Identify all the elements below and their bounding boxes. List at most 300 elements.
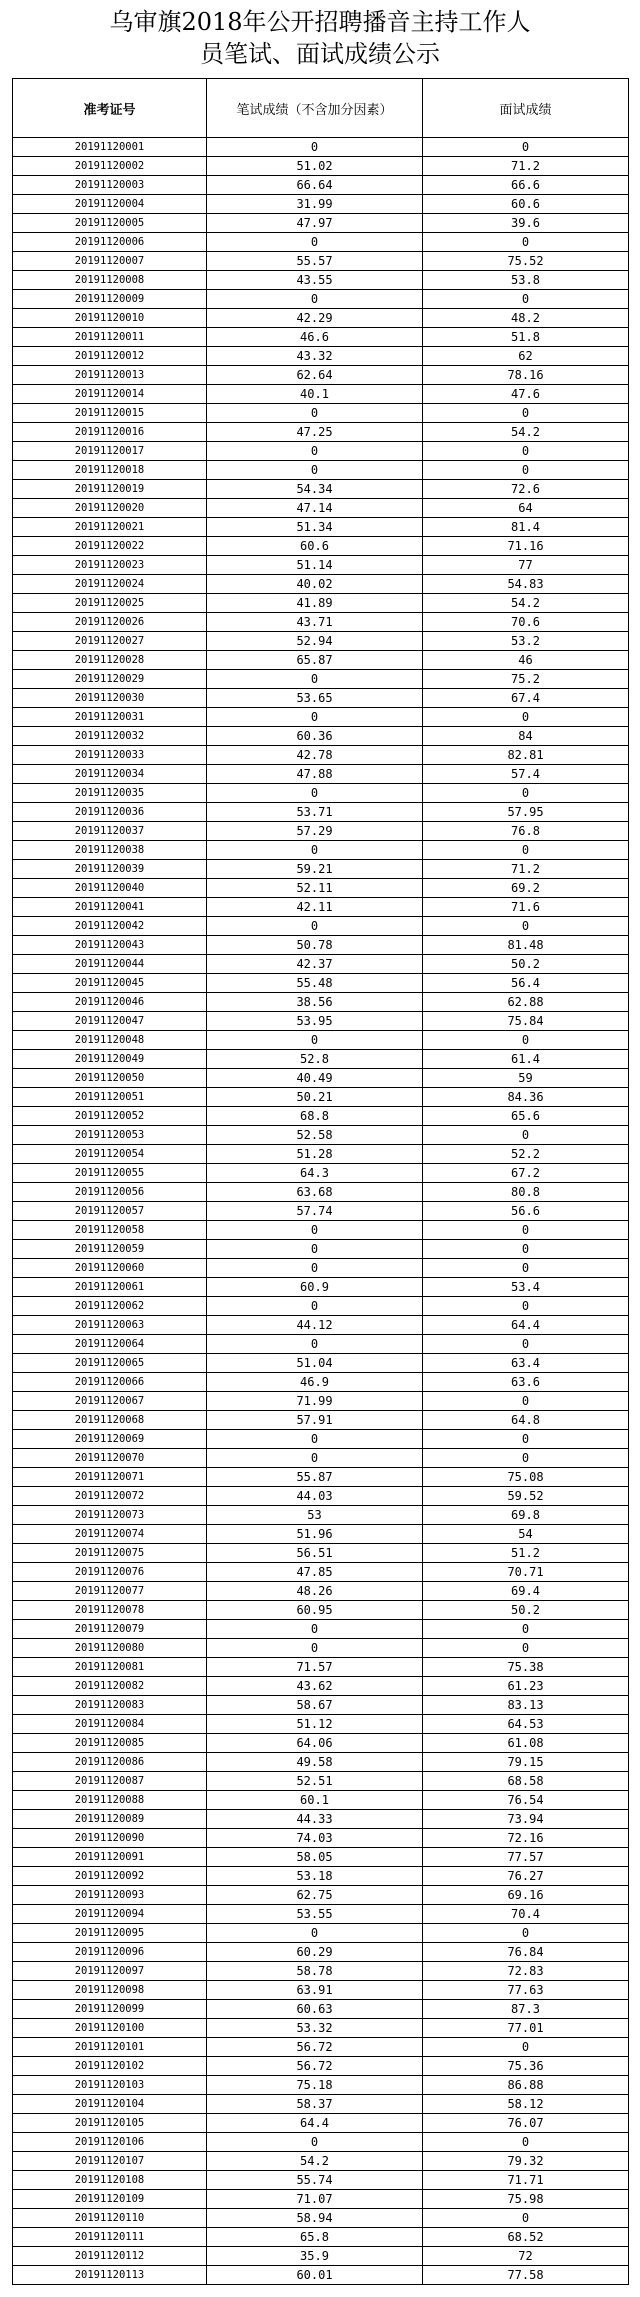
interview-score-cell: 81.48	[423, 936, 629, 955]
written-score-cell: 58.37	[207, 2095, 423, 2114]
written-score-cell: 47.25	[207, 423, 423, 442]
interview-score-cell: 69.8	[423, 1506, 629, 1525]
exam-number-cell: 20191120074	[13, 1525, 207, 1544]
exam-number-cell: 20191120029	[13, 670, 207, 689]
interview-score-cell: 0	[423, 2133, 629, 2152]
interview-score-cell: 77	[423, 556, 629, 575]
table-row	[13, 1449, 629, 1468]
table-row	[13, 2190, 629, 2209]
exam-number-cell: 20191120028	[13, 651, 207, 670]
exam-number-cell: 20191120033	[13, 746, 207, 765]
exam-number-cell: 20191120073	[13, 1506, 207, 1525]
interview-score-cell: 63.6	[423, 1373, 629, 1392]
exam-number-cell: 20191120015	[13, 404, 207, 423]
table-row	[13, 1164, 629, 1183]
exam-number-cell: 20191120018	[13, 461, 207, 480]
table-header	[13, 79, 629, 138]
table-row	[13, 1240, 629, 1259]
table-row	[13, 1867, 629, 1886]
written-score-cell: 58.67	[207, 1696, 423, 1715]
interview-score-cell: 76.54	[423, 1791, 629, 1810]
interview-score-cell: 76.84	[423, 1943, 629, 1962]
table-row	[13, 366, 629, 385]
table-row	[13, 537, 629, 556]
interview-score-cell: 75.36	[423, 2057, 629, 2076]
table-row	[13, 271, 629, 290]
written-score-cell: 74.03	[207, 1829, 423, 1848]
written-score-cell: 55.48	[207, 974, 423, 993]
interview-score-cell: 0	[423, 404, 629, 423]
table-row	[13, 1373, 629, 1392]
interview-score-cell: 56.6	[423, 1202, 629, 1221]
interview-score-cell: 48.2	[423, 309, 629, 328]
table-row	[13, 898, 629, 917]
table-row	[13, 1962, 629, 1981]
interview-score-cell: 53.8	[423, 271, 629, 290]
written-score-cell: 53.18	[207, 1867, 423, 1886]
interview-score-cell: 0	[423, 1259, 629, 1278]
interview-score-cell: 67.4	[423, 689, 629, 708]
table-row	[13, 1810, 629, 1829]
interview-score-cell: 67.2	[423, 1164, 629, 1183]
interview-score-cell: 0	[423, 1620, 629, 1639]
table-row	[13, 442, 629, 461]
exam-number-cell: 20191120010	[13, 309, 207, 328]
interview-score-cell: 0	[423, 1335, 629, 1354]
exam-number-cell: 20191120103	[13, 2076, 207, 2095]
table-row	[13, 157, 629, 176]
written-score-cell: 62.75	[207, 1886, 423, 1905]
table-row	[13, 1677, 629, 1696]
interview-score-cell: 0	[423, 708, 629, 727]
table-row	[13, 1886, 629, 1905]
table-row	[13, 841, 629, 860]
interview-score-cell: 76.07	[423, 2114, 629, 2133]
written-score-cell: 56.51	[207, 1544, 423, 1563]
table-row	[13, 1601, 629, 1620]
interview-score-cell: 73.94	[423, 1810, 629, 1829]
exam-number-cell: 20191120034	[13, 765, 207, 784]
interview-score-cell: 63.4	[423, 1354, 629, 1373]
exam-number-cell: 20191120104	[13, 2095, 207, 2114]
exam-number-cell: 20191120044	[13, 955, 207, 974]
exam-number-cell: 20191120012	[13, 347, 207, 366]
exam-number-cell: 20191120094	[13, 1905, 207, 1924]
header-exam-number: 准考证号	[13, 79, 207, 138]
interview-score-cell: 81.4	[423, 518, 629, 537]
table-row	[13, 917, 629, 936]
exam-number-cell: 20191120016	[13, 423, 207, 442]
written-score-cell: 0	[207, 1335, 423, 1354]
exam-number-cell: 20191120002	[13, 157, 207, 176]
exam-number-cell: 20191120017	[13, 442, 207, 461]
exam-number-cell: 20191120024	[13, 575, 207, 594]
written-score-cell: 47.14	[207, 499, 423, 518]
interview-score-cell: 52.2	[423, 1145, 629, 1164]
table-row	[13, 1183, 629, 1202]
table-row	[13, 1107, 629, 1126]
table-row	[13, 1791, 629, 1810]
interview-score-cell: 0	[423, 784, 629, 803]
table-row	[13, 1259, 629, 1278]
exam-number-cell: 20191120047	[13, 1012, 207, 1031]
interview-score-cell: 0	[423, 2209, 629, 2228]
exam-number-cell: 20191120039	[13, 860, 207, 879]
interview-score-cell: 51.8	[423, 328, 629, 347]
written-score-cell: 0	[207, 917, 423, 936]
exam-number-cell: 20191120097	[13, 1962, 207, 1981]
exam-number-cell: 20191120101	[13, 2038, 207, 2057]
written-score-cell: 0	[207, 1259, 423, 1278]
exam-number-cell: 20191120067	[13, 1392, 207, 1411]
header-row	[13, 79, 629, 138]
title-line-2: 员笔试、面试成绩公示	[200, 40, 440, 68]
interview-score-cell: 0	[423, 1639, 629, 1658]
table-row	[13, 347, 629, 366]
interview-score-cell: 54.2	[423, 423, 629, 442]
exam-number-cell: 20191120046	[13, 993, 207, 1012]
table-row	[13, 613, 629, 632]
exam-number-cell: 20191120053	[13, 1126, 207, 1145]
written-score-cell: 60.1	[207, 1791, 423, 1810]
interview-score-cell: 0	[423, 1221, 629, 1240]
exam-number-cell: 20191120085	[13, 1734, 207, 1753]
interview-score-cell: 47.6	[423, 385, 629, 404]
exam-number-cell: 20191120055	[13, 1164, 207, 1183]
table-row	[13, 2247, 629, 2266]
written-score-cell: 51.04	[207, 1354, 423, 1373]
written-score-cell: 53.71	[207, 803, 423, 822]
exam-number-cell: 20191120060	[13, 1259, 207, 1278]
exam-number-cell: 20191120100	[13, 2019, 207, 2038]
exam-number-cell: 20191120076	[13, 1563, 207, 1582]
exam-number-cell: 20191120061	[13, 1278, 207, 1297]
exam-number-cell: 20191120091	[13, 1848, 207, 1867]
written-score-cell: 53.32	[207, 2019, 423, 2038]
exam-number-cell: 20191120026	[13, 613, 207, 632]
written-score-cell: 55.57	[207, 252, 423, 271]
table-row	[13, 1772, 629, 1791]
exam-number-cell: 20191120063	[13, 1316, 207, 1335]
written-score-cell: 40.49	[207, 1069, 423, 1088]
interview-score-cell: 62	[423, 347, 629, 366]
exam-number-cell: 20191120075	[13, 1544, 207, 1563]
table-row	[13, 1050, 629, 1069]
exam-number-cell: 20191120038	[13, 841, 207, 860]
written-score-cell: 54.2	[207, 2152, 423, 2171]
interview-score-cell: 86.88	[423, 2076, 629, 2095]
written-score-cell: 51.34	[207, 518, 423, 537]
interview-score-cell: 51.2	[423, 1544, 629, 1563]
interview-score-cell: 64	[423, 499, 629, 518]
exam-number-cell: 20191120040	[13, 879, 207, 898]
exam-number-cell: 20191120111	[13, 2228, 207, 2247]
exam-number-cell: 20191120108	[13, 2171, 207, 2190]
exam-number-cell: 20191120070	[13, 1449, 207, 1468]
interview-score-cell: 0	[423, 1031, 629, 1050]
exam-number-cell: 20191120092	[13, 1867, 207, 1886]
exam-number-cell: 20191120088	[13, 1791, 207, 1810]
exam-number-cell: 20191120086	[13, 1753, 207, 1772]
written-score-cell: 51.12	[207, 1715, 423, 1734]
table-row	[13, 974, 629, 993]
exam-number-cell: 20191120059	[13, 1240, 207, 1259]
exam-number-cell: 20191120106	[13, 2133, 207, 2152]
written-score-cell: 46.9	[207, 1373, 423, 1392]
written-score-cell: 59.21	[207, 860, 423, 879]
interview-score-cell: 69.2	[423, 879, 629, 898]
written-score-cell: 71.99	[207, 1392, 423, 1411]
exam-number-cell: 20191120093	[13, 1886, 207, 1905]
written-score-cell: 51.14	[207, 556, 423, 575]
written-score-cell: 0	[207, 442, 423, 461]
interview-score-cell: 70.71	[423, 1563, 629, 1582]
written-score-cell: 47.88	[207, 765, 423, 784]
exam-number-cell: 20191120027	[13, 632, 207, 651]
interview-score-cell: 78.16	[423, 366, 629, 385]
table-row	[13, 689, 629, 708]
exam-number-cell: 20191120050	[13, 1069, 207, 1088]
table-row	[13, 1620, 629, 1639]
exam-number-cell: 20191120051	[13, 1088, 207, 1107]
table-row	[13, 1335, 629, 1354]
table-row	[13, 2209, 629, 2228]
exam-number-cell: 20191120035	[13, 784, 207, 803]
interview-score-cell: 69.4	[423, 1582, 629, 1601]
exam-number-cell: 20191120064	[13, 1335, 207, 1354]
written-score-cell: 0	[207, 2133, 423, 2152]
interview-score-cell: 39.6	[423, 214, 629, 233]
interview-score-cell: 75.98	[423, 2190, 629, 2209]
written-score-cell: 53	[207, 1506, 423, 1525]
written-score-cell: 0	[207, 1240, 423, 1259]
table-row	[13, 1069, 629, 1088]
table-row	[13, 2076, 629, 2095]
header-written-score: 笔试成绩（不含加分因素）	[207, 79, 423, 138]
exam-number-cell: 20191120079	[13, 1620, 207, 1639]
exam-number-cell: 20191120005	[13, 214, 207, 233]
exam-number-cell: 20191120009	[13, 290, 207, 309]
interview-score-cell: 71.2	[423, 157, 629, 176]
interview-score-cell: 59	[423, 1069, 629, 1088]
exam-number-cell: 20191120056	[13, 1183, 207, 1202]
table-row	[13, 2114, 629, 2133]
written-score-cell: 51.96	[207, 1525, 423, 1544]
exam-number-cell: 20191120031	[13, 708, 207, 727]
table-row	[13, 784, 629, 803]
written-score-cell: 52.8	[207, 1050, 423, 1069]
written-score-cell: 56.72	[207, 2038, 423, 2057]
table-row	[13, 708, 629, 727]
exam-number-cell: 20191120066	[13, 1373, 207, 1392]
written-score-cell: 0	[207, 1031, 423, 1050]
table-row	[13, 651, 629, 670]
exam-number-cell: 20191120019	[13, 480, 207, 499]
written-score-cell: 65.8	[207, 2228, 423, 2247]
written-score-cell: 60.01	[207, 2266, 423, 2285]
interview-score-cell: 70.6	[423, 613, 629, 632]
interview-score-cell: 59.52	[423, 1487, 629, 1506]
written-score-cell: 64.3	[207, 1164, 423, 1183]
interview-score-cell: 79.15	[423, 1753, 629, 1772]
written-score-cell: 66.64	[207, 176, 423, 195]
interview-score-cell: 61.08	[423, 1734, 629, 1753]
written-score-cell: 38.56	[207, 993, 423, 1012]
interview-score-cell: 50.2	[423, 955, 629, 974]
interview-score-cell: 0	[423, 290, 629, 309]
table-row	[13, 1829, 629, 1848]
exam-number-cell: 20191120112	[13, 2247, 207, 2266]
table-row	[13, 423, 629, 442]
written-score-cell: 0	[207, 461, 423, 480]
interview-score-cell: 54	[423, 1525, 629, 1544]
exam-number-cell: 20191120065	[13, 1354, 207, 1373]
table-row	[13, 1639, 629, 1658]
exam-number-cell: 20191120014	[13, 385, 207, 404]
table-row	[13, 575, 629, 594]
written-score-cell: 43.71	[207, 613, 423, 632]
interview-score-cell: 0	[423, 442, 629, 461]
written-score-cell: 42.78	[207, 746, 423, 765]
table-row	[13, 461, 629, 480]
table-row	[13, 290, 629, 309]
written-score-cell: 43.32	[207, 347, 423, 366]
exam-number-cell: 20191120110	[13, 2209, 207, 2228]
written-score-cell: 50.21	[207, 1088, 423, 1107]
table-row	[13, 860, 629, 879]
written-score-cell: 43.55	[207, 271, 423, 290]
table-row	[13, 1487, 629, 1506]
exam-number-cell: 20191120013	[13, 366, 207, 385]
written-score-cell: 62.64	[207, 366, 423, 385]
written-score-cell: 0	[207, 670, 423, 689]
written-score-cell: 0	[207, 1620, 423, 1639]
written-score-cell: 44.12	[207, 1316, 423, 1335]
table-row	[13, 594, 629, 613]
table-row	[13, 1658, 629, 1677]
written-score-cell: 42.11	[207, 898, 423, 917]
exam-number-cell: 20191120032	[13, 727, 207, 746]
table-row	[13, 1354, 629, 1373]
written-score-cell: 40.02	[207, 575, 423, 594]
interview-score-cell: 53.4	[423, 1278, 629, 1297]
interview-score-cell: 77.01	[423, 2019, 629, 2038]
written-score-cell: 71.57	[207, 1658, 423, 1677]
score-table	[12, 78, 629, 2285]
table-row	[13, 2228, 629, 2247]
page-title	[0, 0, 640, 76]
written-score-cell: 58.05	[207, 1848, 423, 1867]
written-score-cell: 0	[207, 138, 423, 157]
interview-score-cell: 75.2	[423, 670, 629, 689]
table-row	[13, 1012, 629, 1031]
table-row	[13, 2171, 629, 2190]
exam-number-cell: 20191120008	[13, 271, 207, 290]
table-row	[13, 518, 629, 537]
written-score-cell: 75.18	[207, 2076, 423, 2095]
written-score-cell: 53.95	[207, 1012, 423, 1031]
table-row	[13, 1753, 629, 1772]
interview-score-cell: 66.6	[423, 176, 629, 195]
exam-number-cell: 20191120099	[13, 2000, 207, 2019]
interview-score-cell: 65.6	[423, 1107, 629, 1126]
written-score-cell: 41.89	[207, 594, 423, 613]
written-score-cell: 0	[207, 1221, 423, 1240]
table-row	[13, 2152, 629, 2171]
interview-score-cell: 82.81	[423, 746, 629, 765]
interview-score-cell: 0	[423, 841, 629, 860]
written-score-cell: 0	[207, 1924, 423, 1943]
written-score-cell: 40.1	[207, 385, 423, 404]
written-score-cell: 42.29	[207, 309, 423, 328]
written-score-cell: 53.55	[207, 1905, 423, 1924]
exam-number-cell: 20191120041	[13, 898, 207, 917]
written-score-cell: 0	[207, 784, 423, 803]
interview-score-cell: 0	[423, 1392, 629, 1411]
written-score-cell: 64.06	[207, 1734, 423, 1753]
written-score-cell: 65.87	[207, 651, 423, 670]
exam-number-cell: 20191120048	[13, 1031, 207, 1050]
written-score-cell: 0	[207, 708, 423, 727]
exam-number-cell: 20191120080	[13, 1639, 207, 1658]
table-row	[13, 1981, 629, 2000]
table-row	[13, 727, 629, 746]
exam-number-cell: 20191120082	[13, 1677, 207, 1696]
written-score-cell: 53.65	[207, 689, 423, 708]
written-score-cell: 48.26	[207, 1582, 423, 1601]
interview-score-cell: 70.4	[423, 1905, 629, 1924]
table-row	[13, 1126, 629, 1145]
exam-number-cell: 20191120098	[13, 1981, 207, 2000]
written-score-cell: 57.29	[207, 822, 423, 841]
table-body	[13, 138, 629, 2285]
interview-score-cell: 77.63	[423, 1981, 629, 2000]
written-score-cell: 63.91	[207, 1981, 423, 2000]
interview-score-cell: 71.2	[423, 860, 629, 879]
written-score-cell: 0	[207, 290, 423, 309]
written-score-cell: 54.34	[207, 480, 423, 499]
interview-score-cell: 72.83	[423, 1962, 629, 1981]
interview-score-cell: 79.32	[423, 2152, 629, 2171]
written-score-cell: 68.8	[207, 1107, 423, 1126]
table-row	[13, 2019, 629, 2038]
exam-number-cell: 20191120069	[13, 1430, 207, 1449]
table-row	[13, 1696, 629, 1715]
interview-score-cell: 72.6	[423, 480, 629, 499]
interview-score-cell: 0	[423, 1449, 629, 1468]
table-row	[13, 1715, 629, 1734]
exam-number-cell: 20191120052	[13, 1107, 207, 1126]
interview-score-cell: 54.83	[423, 575, 629, 594]
interview-score-cell: 0	[423, 233, 629, 252]
written-score-cell: 58.94	[207, 2209, 423, 2228]
interview-score-cell: 64.53	[423, 1715, 629, 1734]
written-score-cell: 52.11	[207, 879, 423, 898]
exam-number-cell: 20191120062	[13, 1297, 207, 1316]
written-score-cell: 35.9	[207, 2247, 423, 2266]
table-row	[13, 1221, 629, 1240]
interview-score-cell: 57.4	[423, 765, 629, 784]
written-score-cell: 0	[207, 1639, 423, 1658]
table-row	[13, 632, 629, 651]
table-row	[13, 936, 629, 955]
written-score-cell: 52.51	[207, 1772, 423, 1791]
interview-score-cell: 0	[423, 461, 629, 480]
interview-score-cell: 84.36	[423, 1088, 629, 1107]
written-score-cell: 47.85	[207, 1563, 423, 1582]
exam-number-cell: 20191120023	[13, 556, 207, 575]
exam-number-cell: 20191120071	[13, 1468, 207, 1487]
